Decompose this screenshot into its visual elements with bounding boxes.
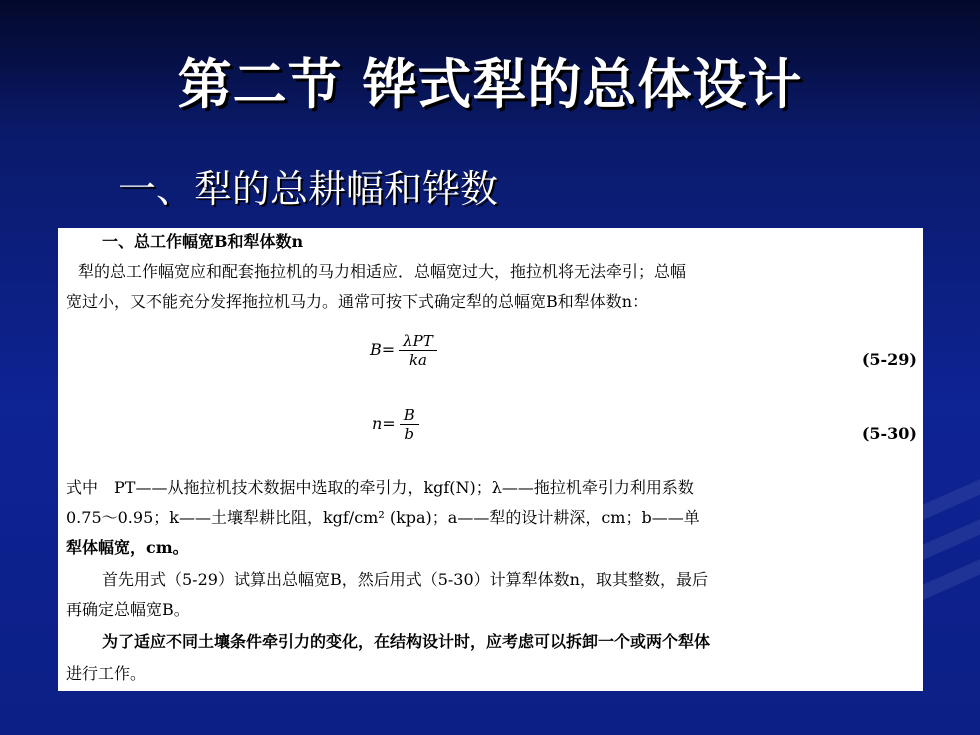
equation-lhs: n= (372, 414, 396, 433)
doc-text-line: 首先用式（5-29）试算出总幅宽B，然后用式（5-30）计算犁体数n，取其整数，最后 (102, 570, 708, 589)
doc-heading: 一、总工作幅宽B和犁体数n (102, 232, 304, 251)
doc-text-line: 再确定总幅宽B。 (66, 600, 190, 619)
equation-fraction (399, 332, 437, 369)
equation-numerator: λPT (399, 332, 437, 351)
doc-text-line: 0.75～0.95；k——土壤犁耕比阻，kgf/cm² (kpa)；a——犁的设计耕深，cm；b——单 (66, 508, 700, 527)
doc-text-line: 为了适应不同土壤条件牵引力的变化，在结构设计时，应考虑可以拆卸一个或两个犁体 (102, 632, 711, 651)
equation-number: (5-29) (861, 350, 917, 369)
equation-5-29 (370, 332, 437, 369)
doc-text-line: 宽过小，又不能充分发挥拖拉机马力。通常可按下式确定犁的总幅宽B和犁体数n： (66, 292, 649, 311)
equation-numerator: B (400, 406, 419, 425)
slide-title: 第二节 铧式犁的总体设计 (177, 53, 803, 116)
doc-text-line: 式中 PT——从拖拉机技术数据中选取的牵引力，kgf(N)；λ——拖拉机牵引力利用系数 (66, 478, 694, 497)
equation-denominator: ka (408, 351, 427, 369)
equation-number: (5-30) (861, 424, 917, 443)
doc-text-line: 进行工作。 (66, 664, 147, 683)
equation-5-30 (372, 406, 419, 443)
scanned-document (58, 228, 923, 691)
equation-denominator: b (404, 425, 415, 443)
slide-subtitle: 一、犁的总耕幅和铧数 (118, 167, 499, 211)
equation-lhs: B= (370, 340, 396, 359)
equation-fraction (400, 406, 419, 443)
doc-text-line: 犁体幅宽，cm。 (66, 538, 189, 557)
doc-text-line: 犁的总工作幅宽应和配套拖拉机的马力相适应．总幅宽过大，拖拉机将无法牵引；总幅 (78, 262, 687, 281)
